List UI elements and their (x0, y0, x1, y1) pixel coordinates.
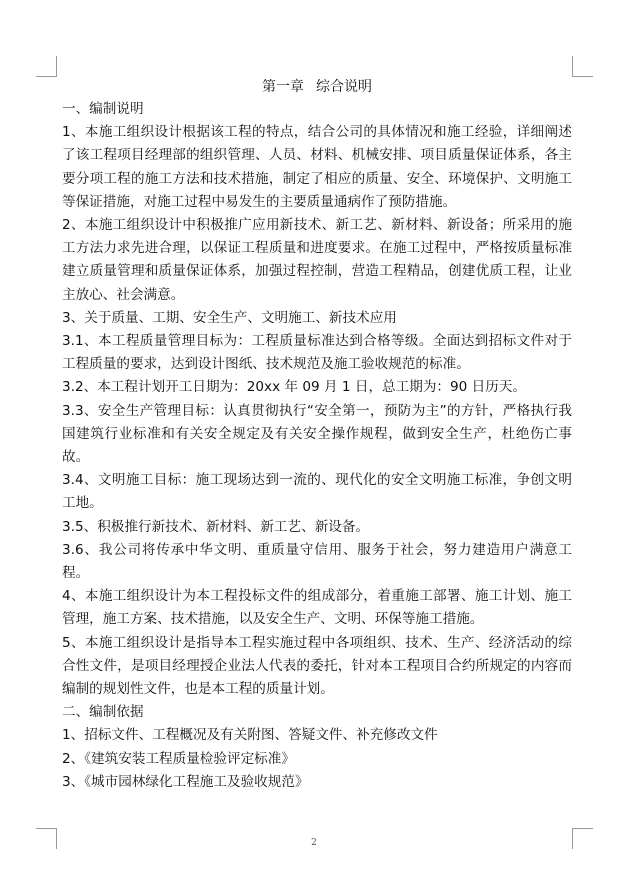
chapter-number: 第一章 (262, 79, 304, 95)
paragraph: 3.4、文明施工目标：施工现场达到一流的、现代化的安全文明施工标准，争创文明工地。 (62, 472, 572, 512)
document-body (62, 76, 572, 794)
paragraph: 3.5、积极推行新技术、新材料、新工艺、新设备。 (62, 518, 370, 535)
list-item: 1、招标文件、工程概况及有关附图、答疑文件、补充修改文件 (62, 727, 438, 744)
page-number: 2 (311, 838, 317, 848)
list-item: 2、《建筑安装工程质量检验评定标准》 (62, 750, 295, 767)
paragraph: 1、本施工组织设计根据该工程的特点，结合公司的具体情况和施工经验，详细阐述了该工程项目经理部的组织管理、人员、材料、机械安排、项目质量保证体系，各主要分项工程的施工方法和技术措施，制定了相应的质量、安全、环境保护、文明施工等保证措施，对施工过程中易发生的主要质量通病作了预防措施。 (62, 124, 572, 210)
paragraph: 3.1、本工程质量管理目标为：工程质量标准达到合格等级。全面达到招标文件对于工程质量的要求，达到设计图纸、技术规范及施工验收规范的标准。 (62, 333, 572, 373)
paragraph: 5、本施工组织设计是指导本工程实施过程中各项组织、技术、生产、经济活动的综合性文件，是项目经理授企业法人代表的委托，针对本工程项目合约所规定的内容而编制的规划性文件，也是本工程的质量计划。 (62, 634, 572, 698)
paragraph: 2、本施工组织设计中积极推广应用新技术、新工艺、新材料、新设备；所采用的施工方法力求先进合理，以保证工程质量和进度要求。在施工过程中，严格按质量标准建立质量管理和质量保证体系，加强过程控制，营造工程精品，创建优质工程，让业主放心、社会满意。 (62, 217, 572, 303)
section-heading: 二、编制依据 (62, 704, 144, 721)
crop-mark-top-left (36, 56, 57, 77)
crop-mark-top-right (572, 56, 593, 77)
section-heading: 一、编制说明 (62, 101, 144, 117)
paragraph: 3.3、安全生产管理目标：认真贯彻执行“安全第一，预防为主”的方针，严格执行我国建筑行业标准和有关安全规定及有关安全操作规程，做到安全生产，杜绝伤亡事故。 (62, 402, 572, 466)
paragraph: 4、本施工组织设计为本工程投标文件的组成部分，着重施工部署、施工计划、施工管理，施工方案、技术措施，以及安全生产、文明、环保等施工措施。 (62, 588, 572, 628)
paragraph: 3、关于质量、工期、安全生产、文明施工、新技术应用 (62, 309, 397, 326)
paragraph: 3.2、本工程计划开工日期为：20xx 年 09 月 1 日，总工期为：90 日历天。 (62, 379, 527, 396)
paragraph: 3.6、我公司将传承中华文明、重质量守信用、服务于社会，努力建造用户满意工程。 (62, 541, 572, 582)
chapter-name: 综合说明 (316, 79, 372, 95)
chapter-title (62, 76, 572, 98)
list-item: 3、《城市园林绿化工程施工及验收规范》 (62, 773, 309, 790)
